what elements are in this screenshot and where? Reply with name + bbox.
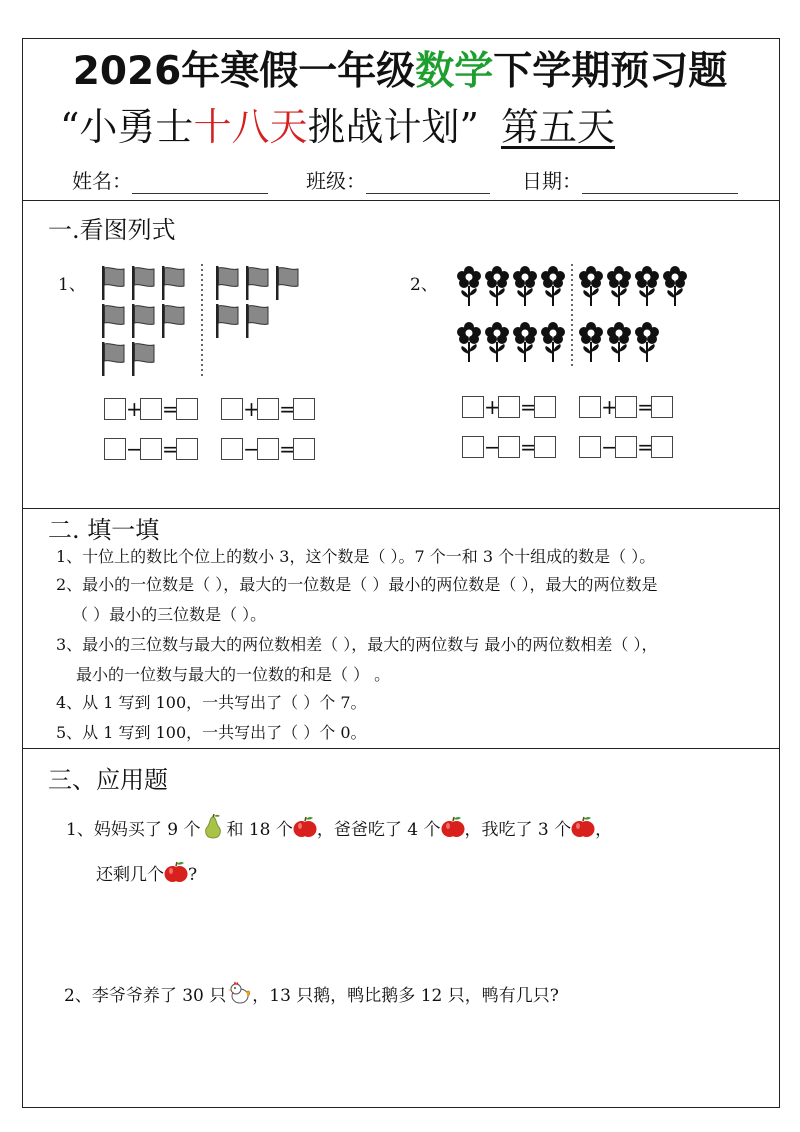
word-problem-1-cont	[96, 860, 197, 885]
flag-icon	[246, 304, 268, 338]
problem1-text-a: 1、妈妈买了 9 个	[66, 820, 201, 840]
divider-2	[22, 508, 780, 509]
flower-icon	[541, 322, 565, 362]
answer-box[interactable]	[140, 438, 162, 460]
apple-icon	[293, 815, 317, 839]
equals-sign: =	[162, 397, 179, 421]
answer-box[interactable]	[176, 438, 198, 460]
problem1-text-f: 还剩几个	[96, 865, 164, 885]
page-title	[0, 40, 800, 96]
section3-heading: 三、应用题	[48, 766, 168, 794]
problem2-text-a: 2、李爷爷养了 30 只	[64, 986, 227, 1006]
apple-icon	[441, 815, 465, 839]
date-blank[interactable]	[582, 173, 738, 194]
q1-number: 1、	[58, 275, 86, 295]
problem1-text-b: 和 18 个	[226, 820, 293, 840]
equals-sign: =	[637, 395, 654, 419]
subtitle-mid: 挑战计划”	[307, 105, 479, 149]
answer-box[interactable]	[579, 396, 601, 418]
flower-icon	[635, 266, 659, 306]
minus-sign: −	[601, 435, 618, 459]
answer-box[interactable]	[534, 396, 556, 418]
subtitle-open: “小勇士	[60, 105, 194, 149]
addition-equation	[462, 396, 556, 418]
answer-box[interactable]	[140, 398, 162, 420]
flag-icon	[102, 342, 124, 376]
equals-sign: =	[162, 437, 179, 461]
addition-equation	[104, 398, 198, 420]
answer-box[interactable]	[104, 438, 126, 460]
flag-icon	[162, 304, 184, 338]
flags-addition-row	[104, 398, 333, 420]
flower-icon	[607, 266, 631, 306]
divider-3	[22, 748, 780, 749]
plus-sign: +	[243, 397, 260, 421]
flag-icon	[132, 266, 154, 300]
problem1-text-g: ?	[188, 865, 198, 885]
problem1-text-c: ，爸爸吃了 4 个	[316, 820, 441, 840]
q2-number: 2、	[410, 275, 438, 295]
equals-sign: =	[279, 397, 296, 421]
flower-icon	[485, 322, 509, 362]
answer-box[interactable]	[615, 436, 637, 458]
problem1-text-d: ，我吃了 3 个	[464, 820, 572, 840]
subtitle-red: 十八天	[193, 105, 308, 149]
addition-equation	[221, 398, 315, 420]
answer-box[interactable]	[293, 398, 315, 420]
minus-sign: −	[126, 437, 143, 461]
flower-icon	[513, 322, 537, 362]
flag-icon	[216, 304, 238, 338]
answer-box[interactable]	[615, 396, 637, 418]
answer-box[interactable]	[579, 436, 601, 458]
flags-picture	[98, 262, 318, 382]
pear-icon	[200, 814, 226, 840]
answer-box[interactable]	[534, 436, 556, 458]
plus-sign: +	[126, 397, 143, 421]
name-blank[interactable]	[132, 173, 268, 194]
fill-item-1: 1、十位上的数比个位上的数小 3，这个数是（ ）。7 个一和 3 个十组成的数是（ ）。	[56, 547, 656, 566]
divider-1	[22, 200, 780, 201]
problem1-text-e: ，	[595, 820, 613, 840]
title-green-word: 数学	[415, 49, 494, 94]
answer-box[interactable]	[257, 398, 279, 420]
answer-box[interactable]	[104, 398, 126, 420]
subtraction-equation	[462, 436, 556, 458]
word-problem-1	[66, 814, 612, 840]
flowers-addition-row	[462, 396, 691, 418]
section2-heading: 二. 填一填	[48, 516, 160, 544]
flag-icon	[102, 304, 124, 338]
flag-icon	[276, 266, 298, 300]
answer-box[interactable]	[462, 396, 484, 418]
class-label: 班级：	[306, 169, 366, 193]
flag-icon	[162, 266, 184, 300]
fill-item-2-cont: （ ）最小的三位数是（ ）。	[72, 605, 267, 624]
flag-icon	[246, 266, 268, 300]
plus-sign: +	[601, 395, 618, 419]
flag-icon	[132, 304, 154, 338]
fill-item-3: 3、最小的三位数与最大的两位数相差（ ），最大的两位数与 最小的两位数相差（ ），	[56, 635, 658, 654]
flowers-subtraction-row	[462, 436, 691, 458]
plus-sign: +	[484, 395, 501, 419]
answer-box[interactable]	[176, 398, 198, 420]
date-label: 日期：	[522, 169, 582, 193]
name-field[interactable]	[72, 165, 268, 194]
problem2-text-b: ，13 只鹅，鸭比鹅多 12 只，鸭有几只?	[252, 986, 559, 1006]
chicken-icon	[226, 980, 252, 1006]
answer-box[interactable]	[257, 438, 279, 460]
flower-icon	[541, 266, 565, 306]
subtraction-equation	[104, 438, 198, 460]
section1-heading: 一.看图列式	[48, 216, 176, 244]
subtitle	[60, 96, 615, 151]
answer-box[interactable]	[498, 436, 520, 458]
flower-icon	[579, 266, 603, 306]
minus-sign: −	[243, 437, 260, 461]
apple-icon	[164, 860, 188, 884]
equals-sign: =	[279, 437, 296, 461]
answer-box[interactable]	[498, 396, 520, 418]
fill-item-3-cont: 最小的一位数与最大的一位数的和是（ ） 。	[76, 665, 391, 684]
fill-item-5: 5、从 1 写到 100，一共写出了（ ）个 0。	[56, 723, 367, 742]
class-blank[interactable]	[366, 173, 490, 194]
flag-icon	[132, 342, 154, 376]
date-field[interactable]	[522, 165, 738, 194]
flower-icon	[457, 322, 481, 362]
apple-icon	[571, 815, 595, 839]
subtitle-day: 第五天	[500, 105, 615, 149]
name-label: 姓名：	[72, 169, 132, 193]
answer-box[interactable]	[462, 436, 484, 458]
flowers-picture	[452, 262, 702, 372]
flower-icon	[663, 266, 687, 306]
fill-item-4: 4、从 1 写到 100，一共写出了（ ）个 7。	[56, 693, 367, 712]
flower-icon	[457, 266, 481, 306]
flags-subtraction-row	[104, 438, 333, 460]
answer-box[interactable]	[293, 438, 315, 460]
answer-box[interactable]	[651, 436, 673, 458]
addition-equation	[579, 396, 673, 418]
flag-icon	[216, 266, 238, 300]
equals-sign: =	[520, 395, 537, 419]
minus-sign: −	[484, 435, 501, 459]
class-field[interactable]	[306, 165, 490, 194]
flower-icon	[607, 322, 631, 362]
fill-item-2: 2、最小的一位数是（ ），最大的一位数是（ ）最小的两位数是（ ），最大的两位数是	[56, 575, 658, 594]
answer-box[interactable]	[221, 438, 243, 460]
title-part1: 2026年寒假一年级	[72, 49, 416, 94]
flower-icon	[513, 266, 537, 306]
answer-box[interactable]	[221, 398, 243, 420]
equals-sign: =	[520, 435, 537, 459]
title-part2: 下学期预习题	[493, 49, 728, 94]
equals-sign: =	[637, 435, 654, 459]
word-problem-2	[64, 980, 559, 1006]
flag-icon	[102, 266, 124, 300]
answer-box[interactable]	[651, 396, 673, 418]
flower-icon	[635, 322, 659, 362]
flower-icon	[485, 266, 509, 306]
flower-icon	[579, 322, 603, 362]
subtraction-equation	[579, 436, 673, 458]
subtraction-equation	[221, 438, 315, 460]
